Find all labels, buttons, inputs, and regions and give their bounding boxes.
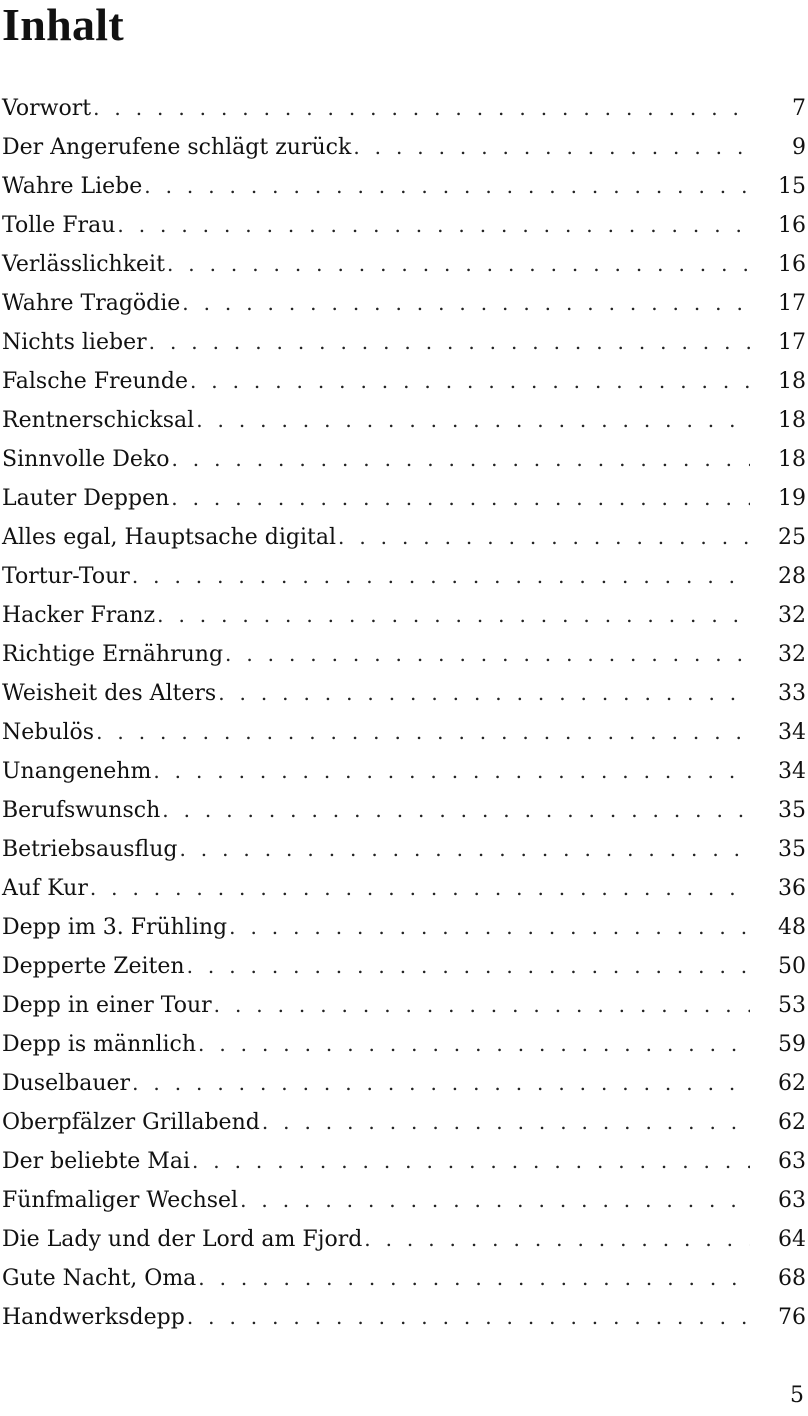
- toc-entry-title: Vorwort: [2, 96, 92, 121]
- dot-leader: [353, 128, 750, 167]
- toc-entry-page: 25: [778, 525, 806, 550]
- dot-leader: [187, 1298, 750, 1337]
- toc-entry: [2, 479, 806, 518]
- toc-entry-page: 35: [778, 837, 806, 862]
- dot-leader: [153, 752, 750, 791]
- dot-leader: [96, 713, 750, 752]
- toc-entry: [2, 128, 806, 167]
- dot-leader: [162, 791, 750, 830]
- toc-entry-title: Richtige Ernährung: [2, 642, 224, 667]
- dot-leader: [262, 1103, 750, 1142]
- toc-entry-title: Betriebsausflug: [2, 837, 178, 862]
- toc-entry: [2, 713, 806, 752]
- toc-entry-title: Depp in einer Tour: [2, 993, 212, 1018]
- toc-entry: [2, 284, 806, 323]
- toc-entry-title: Tolle Frau: [2, 213, 116, 238]
- toc-entry-title: Falsche Freunde: [2, 369, 188, 394]
- dot-leader: [198, 1025, 750, 1064]
- toc-entry-page: 53: [778, 993, 806, 1018]
- dot-leader: [117, 206, 750, 245]
- dot-leader: [144, 167, 750, 206]
- dot-leader: [187, 947, 750, 986]
- toc-entry: [2, 869, 806, 908]
- toc-entry-title: Depp im 3. Frühling: [2, 915, 228, 940]
- toc-entry: [2, 674, 806, 713]
- toc-entry-title: Verlässlichkeit: [2, 252, 165, 277]
- dot-leader: [214, 986, 750, 1025]
- toc-entry-page: 36: [778, 876, 806, 901]
- toc-entry: [2, 401, 806, 440]
- toc-entry-title: Der Angerufene schlägt zurück: [2, 135, 352, 160]
- dot-leader: [171, 440, 750, 479]
- toc-entry: [2, 1298, 806, 1337]
- toc-entry: [2, 908, 806, 947]
- toc-entry-page: 7: [792, 96, 806, 121]
- dot-leader: [192, 1142, 750, 1181]
- toc-entry-title: Gute Nacht, Oma: [2, 1266, 197, 1291]
- dot-leader: [167, 245, 750, 284]
- toc-entry-page: 9: [792, 135, 806, 160]
- toc-entry-page: 34: [778, 759, 806, 784]
- toc-entry-title: Die Lady und der Lord am Fjord: [2, 1227, 363, 1252]
- toc-entry: [2, 557, 806, 596]
- toc-entry-page: 63: [778, 1188, 806, 1213]
- page-title: Inhalt: [2, 0, 124, 50]
- toc-entry-page: 18: [778, 447, 806, 472]
- dot-leader: [225, 635, 750, 674]
- toc-entry-page: 19: [778, 486, 806, 511]
- toc-entry: [2, 635, 806, 674]
- toc-entry-title: Wahre Liebe: [2, 174, 143, 199]
- toc-entry-title: Nebulös: [2, 720, 95, 745]
- toc-entry-title: Handwerksdepp: [2, 1305, 185, 1330]
- toc-entry: [2, 1103, 806, 1142]
- toc-entry: [2, 1181, 806, 1220]
- toc-entry: [2, 440, 806, 479]
- toc-entry-title: Tortur-Tour: [2, 564, 130, 589]
- toc-entry: [2, 1025, 806, 1064]
- toc-entry-page: 59: [778, 1032, 806, 1057]
- toc-entry-page: 32: [778, 603, 806, 628]
- toc-entry-title: Duselbauer: [2, 1071, 131, 1096]
- toc-entry-page: 15: [778, 174, 806, 199]
- toc-entry-page: 16: [778, 252, 806, 277]
- toc-entry-page: 17: [778, 291, 806, 316]
- toc-entry-page: 18: [778, 369, 806, 394]
- toc-entry-title: Nichts lieber: [2, 330, 147, 355]
- toc-entry-page: 18: [778, 408, 806, 433]
- toc-entry-page: 50: [778, 954, 806, 979]
- page-number: 5: [790, 1383, 804, 1408]
- toc-entry-title: Unangenehm: [2, 759, 152, 784]
- toc-entry-title: Oberpfälzer Grillabend: [2, 1110, 260, 1135]
- table-of-contents: [2, 89, 806, 1337]
- toc-entry: [2, 167, 806, 206]
- dot-leader: [198, 1259, 750, 1298]
- toc-entry-page: 33: [778, 681, 806, 706]
- dot-leader: [240, 1181, 750, 1220]
- toc-entry-page: 34: [778, 720, 806, 745]
- dot-leader: [157, 596, 750, 635]
- toc-entry: [2, 596, 806, 635]
- toc-entry-title: Der beliebte Mai: [2, 1149, 190, 1174]
- toc-entry-page: 32: [778, 642, 806, 667]
- toc-entry: [2, 986, 806, 1025]
- toc-entry: [2, 752, 806, 791]
- toc-entry: [2, 1259, 806, 1298]
- toc-entry-title: Weisheit des Alters: [2, 681, 217, 706]
- toc-entry: [2, 830, 806, 869]
- toc-entry: [2, 245, 806, 284]
- toc-entry-page: 76: [778, 1305, 806, 1330]
- toc-entry-page: 28: [778, 564, 806, 589]
- dot-leader: [364, 1220, 750, 1259]
- toc-entry-page: 16: [778, 213, 806, 238]
- dot-leader: [93, 89, 750, 128]
- toc-entry: [2, 947, 806, 986]
- dot-leader: [338, 518, 750, 557]
- dot-leader: [218, 674, 750, 713]
- toc-entry-page: 62: [778, 1110, 806, 1135]
- toc-entry-title: Fünfmaliger Wechsel: [2, 1188, 239, 1213]
- dot-leader: [190, 362, 750, 401]
- toc-entry: [2, 1220, 806, 1259]
- dot-leader: [171, 479, 750, 518]
- toc-entry-page: 62: [778, 1071, 806, 1096]
- toc-entry-title: Hacker Franz: [2, 603, 156, 628]
- toc-entry-page: 17: [778, 330, 806, 355]
- toc-entry-title: Auf Kur: [2, 876, 88, 901]
- toc-entry: [2, 1142, 806, 1181]
- toc-entry-title: Sinnvolle Deko: [2, 447, 170, 472]
- toc-entry-title: Lauter Deppen: [2, 486, 170, 511]
- dot-leader: [179, 830, 750, 869]
- toc-entry-title: Wahre Tragödie: [2, 291, 181, 316]
- dot-leader: [182, 284, 750, 323]
- toc-entry: [2, 89, 806, 128]
- toc-entry: [2, 206, 806, 245]
- toc-entry-title: Depperte Zeiten: [2, 954, 185, 979]
- dot-leader: [132, 1064, 750, 1103]
- toc-entry-title: Depp is männlich: [2, 1032, 197, 1057]
- dot-leader: [90, 869, 750, 908]
- dot-leader: [196, 401, 750, 440]
- toc-entry-title: Rentnerschicksal: [2, 408, 195, 433]
- toc-entry: [2, 1064, 806, 1103]
- toc-entry: [2, 323, 806, 362]
- toc-entry-page: 68: [778, 1266, 806, 1291]
- toc-entry-page: 48: [778, 915, 806, 940]
- dot-leader: [132, 557, 750, 596]
- toc-entry-title: Berufswunsch: [2, 798, 161, 823]
- toc-entry-page: 64: [778, 1227, 806, 1252]
- toc-entry-page: 35: [778, 798, 806, 823]
- toc-entry-page: 63: [778, 1149, 806, 1174]
- toc-entry: [2, 362, 806, 401]
- dot-leader: [229, 908, 750, 947]
- toc-entry: [2, 791, 806, 830]
- dot-leader: [149, 323, 750, 362]
- toc-entry-title: Alles egal, Hauptsache digital: [2, 525, 337, 550]
- toc-entry: [2, 518, 806, 557]
